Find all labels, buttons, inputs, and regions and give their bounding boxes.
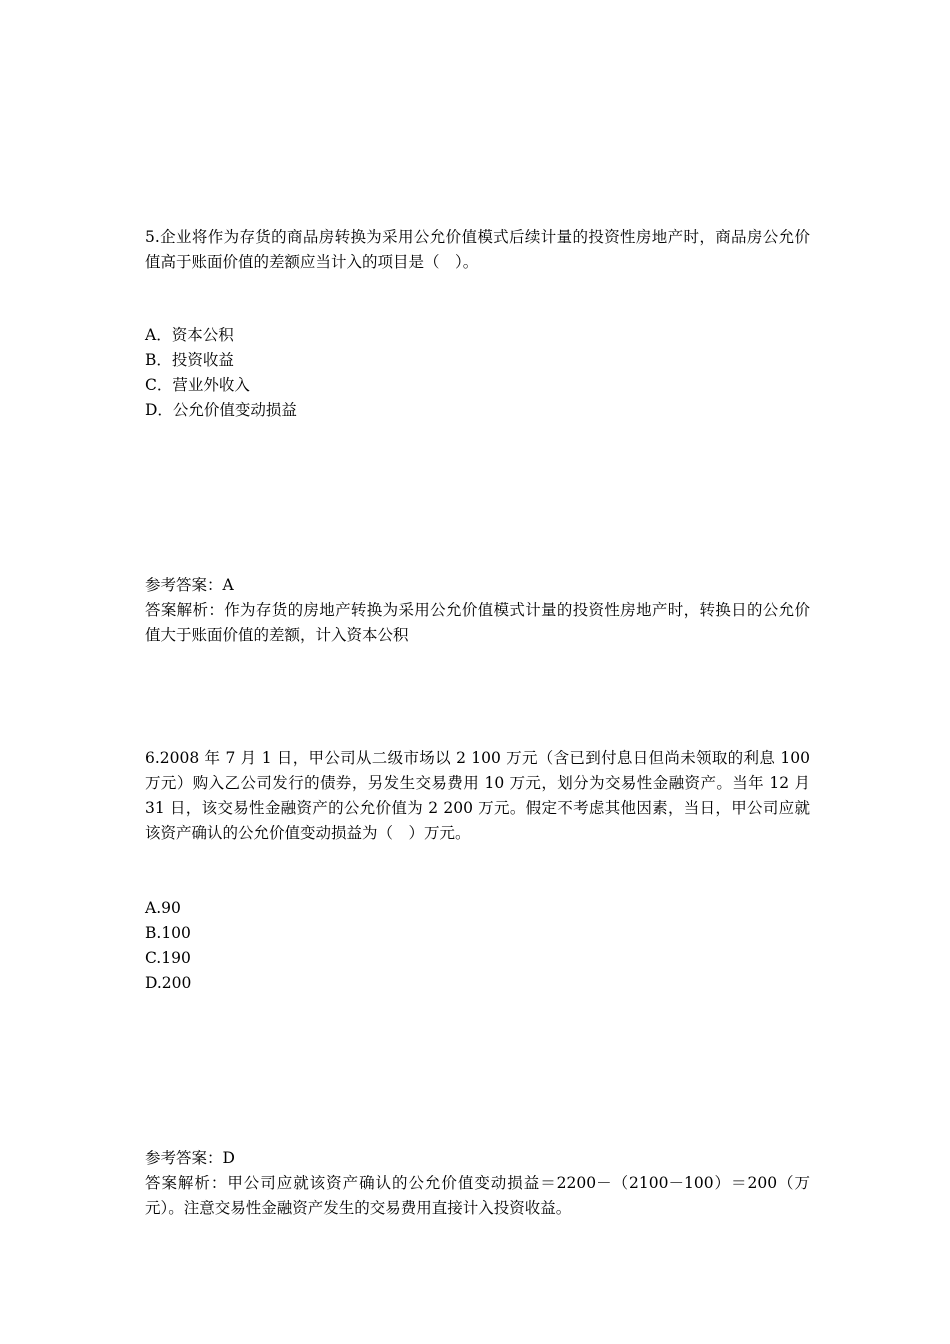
option-b: B．投资收益 <box>145 351 234 369</box>
option-c: C．营业外收入 <box>145 376 250 394</box>
question-5-answer <box>145 573 810 648</box>
question-text: 6.2008 年 7 月 1 日，甲公司从二级市场以 2 100 万元（含已到付息日但尚未领取的利息 100 万元）购入乙公司发行的债券，另发生交易费用 10 万元，划分为交易性金融资产。当年 12 月 31 日，该交易性金融资产的公允价值为 2 200 万元。假定不考虑其他因素，当日，甲公司应就该资产确认的公允价值变动损益为（ ）万元。 <box>145 749 810 842</box>
question-5-options <box>145 323 810 423</box>
reference-answer: 参考答案：A <box>145 576 234 594</box>
option-b: B.100 <box>145 924 191 942</box>
question-6-answer <box>145 1146 810 1221</box>
option-c: C.190 <box>145 949 191 967</box>
answer-analysis: 答案解析：甲公司应就该资产确认的公允价值变动损益＝2200－（2100－100）＝200（万元）。注意交易性金融资产发生的交易费用直接计入投资收益。 <box>145 1174 810 1217</box>
question-text: 5.企业将作为存货的商品房转换为采用公允价值模式后续计量的投资性房地产时，商品房公允价值高于账面价值的差额应当计入的项目是（ ）。 <box>145 228 810 271</box>
answer-analysis: 答案解析：作为存货的房地产转换为采用公允价值模式计量的投资性房地产时，转换日的公允价值大于账面价值的差额，计入资本公积 <box>145 601 810 644</box>
option-d: D.200 <box>145 974 192 992</box>
question-6-stem <box>145 746 810 846</box>
option-a: A．资本公积 <box>145 326 234 344</box>
question-5-stem <box>145 225 810 275</box>
option-d: D．公允价值变动损益 <box>145 401 297 419</box>
reference-answer: 参考答案：D <box>145 1149 235 1167</box>
option-a: A.90 <box>145 899 181 917</box>
question-6-options <box>145 896 810 996</box>
